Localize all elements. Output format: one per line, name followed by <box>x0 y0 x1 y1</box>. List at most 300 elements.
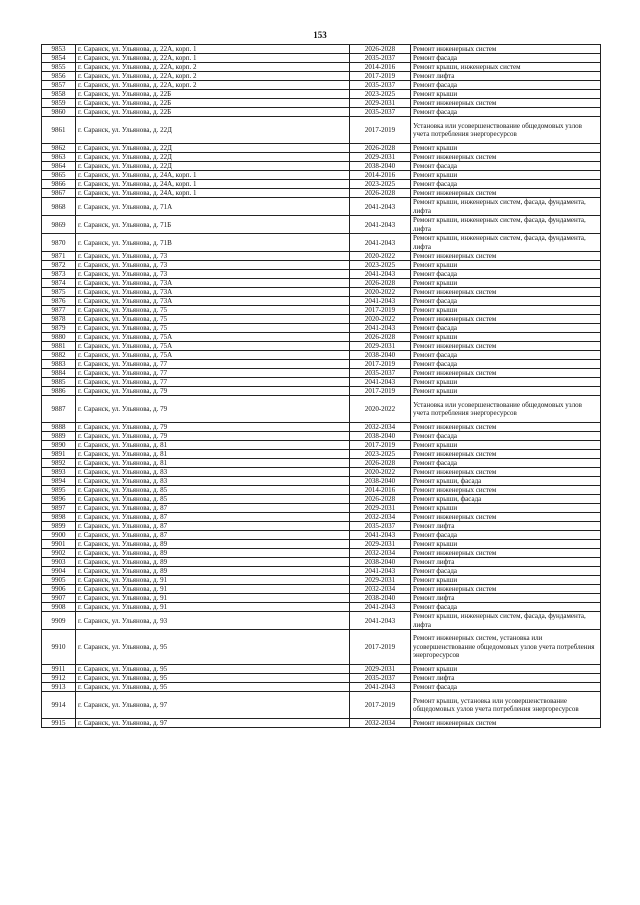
row-number: 9884 <box>42 369 76 378</box>
row-work-type: Ремонт инженерных систем <box>411 513 601 522</box>
row-address: г. Саранск, ул. Ульянова, д. 73 <box>76 270 350 279</box>
row-number: 9904 <box>42 567 76 576</box>
row-address: г. Саранск, ул. Ульянова, д. 24А, корп. 1 <box>76 189 350 198</box>
row-number: 9902 <box>42 549 76 558</box>
row-work-type: Ремонт инженерных систем <box>411 719 601 728</box>
row-address: г. Саранск, ул. Ульянова, д. 73А <box>76 288 350 297</box>
row-period: 2029-2031 <box>350 342 411 351</box>
row-period: 2041-2043 <box>350 603 411 612</box>
table-row <box>42 665 601 674</box>
row-period: 2041-2043 <box>350 234 411 252</box>
row-period: 2029-2031 <box>350 665 411 674</box>
row-address: г. Саранск, ул. Ульянова, д. 22А, корп. 2 <box>76 81 350 90</box>
table-row <box>42 468 601 477</box>
row-work-type: Установка или усовершенствование общедомовых узлов учета потребления энергоресурсов <box>411 396 601 423</box>
row-period: 2023-2025 <box>350 450 411 459</box>
row-work-type: Ремонт фасада <box>411 351 601 360</box>
row-work-type: Ремонт инженерных систем <box>411 423 601 432</box>
row-period: 2035-2037 <box>350 674 411 683</box>
row-number: 9862 <box>42 144 76 153</box>
row-work-type: Ремонт крыши <box>411 90 601 99</box>
table-row <box>42 522 601 531</box>
row-number: 9880 <box>42 333 76 342</box>
row-period: 2038-2040 <box>350 558 411 567</box>
row-work-type: Ремонт инженерных систем <box>411 315 601 324</box>
repair-schedule-table <box>41 44 601 728</box>
row-number: 9865 <box>42 171 76 180</box>
table-row <box>42 153 601 162</box>
row-period: 2041-2043 <box>350 567 411 576</box>
row-work-type: Ремонт крыши <box>411 504 601 513</box>
row-number: 9888 <box>42 423 76 432</box>
table-row <box>42 495 601 504</box>
table-row <box>42 396 601 423</box>
row-work-type: Ремонт инженерных систем <box>411 189 601 198</box>
table-row <box>42 333 601 342</box>
row-number: 9860 <box>42 108 76 117</box>
row-number: 9873 <box>42 270 76 279</box>
row-number: 9879 <box>42 324 76 333</box>
row-period: 2032-2034 <box>350 549 411 558</box>
row-period: 2014-2016 <box>350 486 411 495</box>
row-work-type: Ремонт фасада <box>411 567 601 576</box>
row-period: 2017-2019 <box>350 117 411 144</box>
table-row <box>42 387 601 396</box>
row-period: 2029-2031 <box>350 576 411 585</box>
table-row <box>42 683 601 692</box>
row-number: 9863 <box>42 153 76 162</box>
row-address: г. Саранск, ул. Ульянова, д. 22Д <box>76 117 350 144</box>
row-address: г. Саранск, ул. Ульянова, д. 75 <box>76 306 350 315</box>
row-period: 2023-2025 <box>350 180 411 189</box>
row-period: 2026-2028 <box>350 144 411 153</box>
row-work-type: Ремонт инженерных систем <box>411 369 601 378</box>
table-row <box>42 297 601 306</box>
row-period: 2017-2019 <box>350 692 411 719</box>
row-period: 2029-2031 <box>350 540 411 549</box>
row-address: г. Саранск, ул. Ульянова, д. 89 <box>76 567 350 576</box>
table-row <box>42 216 601 234</box>
row-address: г. Саранск, ул. Ульянова, д. 24А, корп. 1 <box>76 171 350 180</box>
row-number: 9912 <box>42 674 76 683</box>
row-work-type: Ремонт крыши <box>411 378 601 387</box>
row-work-type: Ремонт инженерных систем, установка или усовершенствование общедомовых узлов учета потребления энергоресурсов <box>411 630 601 665</box>
row-period: 2017-2019 <box>350 306 411 315</box>
row-number: 9899 <box>42 522 76 531</box>
row-address: г. Саранск, ул. Ульянова, д. 97 <box>76 692 350 719</box>
row-work-type: Ремонт инженерных систем <box>411 342 601 351</box>
row-period: 2038-2040 <box>350 477 411 486</box>
row-period: 2035-2037 <box>350 108 411 117</box>
row-work-type: Ремонт инженерных систем <box>411 153 601 162</box>
table-row <box>42 423 601 432</box>
row-address: г. Саранск, ул. Ульянова, д. 71А <box>76 198 350 216</box>
row-address: г. Саранск, ул. Ульянова, д. 73А <box>76 279 350 288</box>
table-row <box>42 549 601 558</box>
row-period: 2041-2043 <box>350 378 411 387</box>
table-body <box>42 45 601 728</box>
table-row <box>42 315 601 324</box>
table-row <box>42 279 601 288</box>
row-address: г. Саранск, ул. Ульянова, д. 73А <box>76 297 350 306</box>
row-work-type: Ремонт крыши, инженерных систем <box>411 63 601 72</box>
row-period: 2041-2043 <box>350 216 411 234</box>
table-row <box>42 108 601 117</box>
row-address: г. Саранск, ул. Ульянова, д. 91 <box>76 585 350 594</box>
row-work-type: Ремонт крыши <box>411 279 601 288</box>
row-address: г. Саранск, ул. Ульянова, д. 87 <box>76 522 350 531</box>
row-number: 9885 <box>42 378 76 387</box>
row-period: 2041-2043 <box>350 297 411 306</box>
row-number: 9892 <box>42 459 76 468</box>
table-row <box>42 90 601 99</box>
row-work-type: Ремонт фасада <box>411 603 601 612</box>
row-address: г. Саранск, ул. Ульянова, д. 79 <box>76 432 350 441</box>
row-work-type: Ремонт инженерных систем <box>411 549 601 558</box>
row-number: 9882 <box>42 351 76 360</box>
row-address: г. Саранск, ул. Ульянова, д. 97 <box>76 719 350 728</box>
row-address: г. Саранск, ул. Ульянова, д. 93 <box>76 612 350 630</box>
row-period: 2035-2037 <box>350 522 411 531</box>
table-row <box>42 567 601 576</box>
row-number: 9901 <box>42 540 76 549</box>
row-address: г. Саранск, ул. Ульянова, д. 71Б <box>76 216 350 234</box>
row-number: 9903 <box>42 558 76 567</box>
row-work-type: Ремонт фасада <box>411 459 601 468</box>
row-period: 2026-2028 <box>350 279 411 288</box>
table-row <box>42 432 601 441</box>
row-period: 2038-2040 <box>350 594 411 603</box>
row-address: г. Саранск, ул. Ульянова, д. 89 <box>76 558 350 567</box>
row-number: 9853 <box>42 45 76 54</box>
row-work-type: Ремонт фасада <box>411 531 601 540</box>
row-work-type: Ремонт крыши <box>411 540 601 549</box>
table-row <box>42 144 601 153</box>
row-number: 9891 <box>42 450 76 459</box>
row-period: 2035-2037 <box>350 369 411 378</box>
row-work-type: Ремонт фасада <box>411 360 601 369</box>
row-number: 9897 <box>42 504 76 513</box>
row-work-type: Ремонт крыши, фасада <box>411 477 601 486</box>
row-number: 9883 <box>42 360 76 369</box>
row-address: г. Саранск, ул. Ульянова, д. 24А, корп. 1 <box>76 180 350 189</box>
row-number: 9878 <box>42 315 76 324</box>
row-address: г. Саранск, ул. Ульянова, д. 83 <box>76 468 350 477</box>
row-address: г. Саранск, ул. Ульянова, д. 22А, корп. 1 <box>76 54 350 63</box>
row-work-type: Ремонт крыши <box>411 261 601 270</box>
row-address: г. Саранск, ул. Ульянова, д. 89 <box>76 540 350 549</box>
table-row <box>42 342 601 351</box>
row-number: 9859 <box>42 99 76 108</box>
row-address: г. Саранск, ул. Ульянова, д. 22А, корп. 1 <box>76 45 350 54</box>
table-row <box>42 369 601 378</box>
row-address: г. Саранск, ул. Ульянова, д. 22А, корп. 2 <box>76 63 350 72</box>
table-row <box>42 117 601 144</box>
row-period: 2029-2031 <box>350 99 411 108</box>
table-row <box>42 252 601 261</box>
row-address: г. Саранск, ул. Ульянова, д. 81 <box>76 441 350 450</box>
row-address: г. Саранск, ул. Ульянова, д. 87 <box>76 513 350 522</box>
row-address: г. Саранск, ул. Ульянова, д. 77 <box>76 369 350 378</box>
row-number: 9900 <box>42 531 76 540</box>
table-row <box>42 72 601 81</box>
row-period: 2041-2043 <box>350 324 411 333</box>
row-period: 2029-2031 <box>350 153 411 162</box>
row-number: 9908 <box>42 603 76 612</box>
row-number: 9857 <box>42 81 76 90</box>
row-number: 9869 <box>42 216 76 234</box>
table-row <box>42 486 601 495</box>
row-period: 2032-2034 <box>350 423 411 432</box>
row-number: 9896 <box>42 495 76 504</box>
row-number: 9887 <box>42 396 76 423</box>
row-period: 2020-2022 <box>350 252 411 261</box>
row-address: г. Саранск, ул. Ульянова, д. 79 <box>76 423 350 432</box>
row-address: г. Саранск, ул. Ульянова, д. 75 <box>76 315 350 324</box>
row-work-type: Ремонт лифта <box>411 674 601 683</box>
row-work-type: Ремонт фасада <box>411 81 601 90</box>
row-work-type: Ремонт крыши, инженерных систем, фасада, фундамента, лифта <box>411 234 601 252</box>
row-work-type: Ремонт инженерных систем <box>411 585 601 594</box>
row-period: 2020-2022 <box>350 315 411 324</box>
table-row <box>42 45 601 54</box>
table-row <box>42 594 601 603</box>
row-address: г. Саранск, ул. Ульянова, д. 89 <box>76 549 350 558</box>
row-work-type: Установка или усовершенствование общедомовых узлов учета потребления энергоресурсов <box>411 117 601 144</box>
table-row <box>42 270 601 279</box>
row-work-type: Ремонт крыши, инженерных систем, фасада, фундамента, лифта <box>411 612 601 630</box>
table-row <box>42 558 601 567</box>
row-address: г. Саранск, ул. Ульянова, д. 71В <box>76 234 350 252</box>
row-work-type: Ремонт инженерных систем <box>411 99 601 108</box>
table-row <box>42 719 601 728</box>
row-number: 9881 <box>42 342 76 351</box>
table-row <box>42 63 601 72</box>
row-number: 9907 <box>42 594 76 603</box>
table-row <box>42 692 601 719</box>
row-work-type: Ремонт инженерных систем <box>411 486 601 495</box>
row-number: 9876 <box>42 297 76 306</box>
row-number: 9910 <box>42 630 76 665</box>
table-row <box>42 441 601 450</box>
row-address: г. Саранск, ул. Ульянова, д. 85 <box>76 495 350 504</box>
row-address: г. Саранск, ул. Ульянова, д. 22Б <box>76 90 350 99</box>
table-row <box>42 198 601 216</box>
row-address: г. Саранск, ул. Ульянова, д. 91 <box>76 603 350 612</box>
row-work-type: Ремонт фасада <box>411 297 601 306</box>
row-number: 9868 <box>42 198 76 216</box>
table-row <box>42 162 601 171</box>
row-number: 9911 <box>42 665 76 674</box>
row-number: 9886 <box>42 387 76 396</box>
row-period: 2035-2037 <box>350 81 411 90</box>
row-work-type: Ремонт крыши <box>411 333 601 342</box>
row-work-type: Ремонт лифта <box>411 594 601 603</box>
row-address: г. Саранск, ул. Ульянова, д. 79 <box>76 387 350 396</box>
row-number: 9872 <box>42 261 76 270</box>
table-row <box>42 324 601 333</box>
row-address: г. Саранск, ул. Ульянова, д. 22Д <box>76 153 350 162</box>
row-number: 9866 <box>42 180 76 189</box>
row-period: 2032-2034 <box>350 585 411 594</box>
row-number: 9893 <box>42 468 76 477</box>
table-row <box>42 603 601 612</box>
table-row <box>42 54 601 63</box>
row-period: 2038-2040 <box>350 432 411 441</box>
row-address: г. Саранск, ул. Ульянова, д. 75 <box>76 324 350 333</box>
row-period: 2017-2019 <box>350 387 411 396</box>
row-address: г. Саранск, ул. Ульянова, д. 22А, корп. 2 <box>76 72 350 81</box>
row-number: 9895 <box>42 486 76 495</box>
table-row <box>42 531 601 540</box>
row-work-type: Ремонт фасада <box>411 270 601 279</box>
row-period: 2026-2028 <box>350 495 411 504</box>
row-period: 2020-2022 <box>350 468 411 477</box>
row-work-type: Ремонт инженерных систем <box>411 288 601 297</box>
row-work-type: Ремонт инженерных систем <box>411 450 601 459</box>
page-number: 153 <box>313 30 327 40</box>
table-row <box>42 306 601 315</box>
row-period: 2017-2019 <box>350 72 411 81</box>
table-row <box>42 99 601 108</box>
row-address: г. Саранск, ул. Ульянова, д. 75А <box>76 342 350 351</box>
row-number: 9856 <box>42 72 76 81</box>
row-address: г. Саранск, ул. Ульянова, д. 22Д <box>76 144 350 153</box>
row-work-type: Ремонт крыши <box>411 144 601 153</box>
row-address: г. Саранск, ул. Ульянова, д. 85 <box>76 486 350 495</box>
row-period: 2017-2019 <box>350 360 411 369</box>
table-row <box>42 612 601 630</box>
row-period: 2026-2028 <box>350 45 411 54</box>
row-work-type: Ремонт крыши <box>411 441 601 450</box>
row-period: 2032-2034 <box>350 719 411 728</box>
row-period: 2020-2022 <box>350 396 411 423</box>
row-period: 2041-2043 <box>350 198 411 216</box>
table-row <box>42 513 601 522</box>
row-work-type: Ремонт фасада <box>411 683 601 692</box>
row-period: 2041-2043 <box>350 612 411 630</box>
row-period: 2038-2040 <box>350 162 411 171</box>
table-row <box>42 360 601 369</box>
row-number: 9909 <box>42 612 76 630</box>
row-period: 2035-2037 <box>350 54 411 63</box>
row-number: 9861 <box>42 117 76 144</box>
row-number: 9871 <box>42 252 76 261</box>
table-row <box>42 450 601 459</box>
row-address: г. Саранск, ул. Ульянова, д. 81 <box>76 459 350 468</box>
row-period: 2026-2028 <box>350 189 411 198</box>
row-number: 9867 <box>42 189 76 198</box>
row-work-type: Ремонт лифта <box>411 522 601 531</box>
row-work-type: Ремонт крыши <box>411 306 601 315</box>
row-work-type: Ремонт фасада <box>411 54 601 63</box>
row-address: г. Саранск, ул. Ульянова, д. 22Б <box>76 108 350 117</box>
row-number: 9874 <box>42 279 76 288</box>
row-address: г. Саранск, ул. Ульянова, д. 75А <box>76 333 350 342</box>
row-period: 2041-2043 <box>350 683 411 692</box>
row-address: г. Саранск, ул. Ульянова, д. 73 <box>76 261 350 270</box>
row-number: 9875 <box>42 288 76 297</box>
row-work-type: Ремонт крыши, инженерных систем, фасада, фундамента, лифта <box>411 198 601 216</box>
table-row <box>42 288 601 297</box>
row-address: г. Саранск, ул. Ульянова, д. 91 <box>76 576 350 585</box>
row-address: г. Саранск, ул. Ульянова, д. 87 <box>76 504 350 513</box>
row-work-type: Ремонт фасада <box>411 108 601 117</box>
table-row <box>42 630 601 665</box>
row-period: 2026-2028 <box>350 459 411 468</box>
row-address: г. Саранск, ул. Ульянова, д. 73 <box>76 252 350 261</box>
row-work-type: Ремонт фасада <box>411 180 601 189</box>
row-number: 9889 <box>42 432 76 441</box>
row-work-type: Ремонт крыши <box>411 665 601 674</box>
row-number: 9914 <box>42 692 76 719</box>
row-address: г. Саранск, ул. Ульянова, д. 95 <box>76 665 350 674</box>
row-work-type: Ремонт крыши, инженерных систем, фасада, фундамента, лифта <box>411 216 601 234</box>
row-address: г. Саранск, ул. Ульянова, д. 77 <box>76 378 350 387</box>
row-work-type: Ремонт крыши <box>411 171 601 180</box>
row-number: 9854 <box>42 54 76 63</box>
row-address: г. Саранск, ул. Ульянова, д. 22Д <box>76 162 350 171</box>
row-work-type: Ремонт инженерных систем <box>411 468 601 477</box>
row-period: 2023-2025 <box>350 90 411 99</box>
row-address: г. Саранск, ул. Ульянова, д. 77 <box>76 360 350 369</box>
row-number: 9915 <box>42 719 76 728</box>
table-row <box>42 189 601 198</box>
table-row <box>42 585 601 594</box>
row-work-type: Ремонт инженерных систем <box>411 252 601 261</box>
row-address: г. Саранск, ул. Ульянова, д. 83 <box>76 477 350 486</box>
row-period: 2032-2034 <box>350 513 411 522</box>
row-address: г. Саранск, ул. Ульянова, д. 95 <box>76 674 350 683</box>
table-row <box>42 180 601 189</box>
row-address: г. Саранск, ул. Ульянова, д. 75А <box>76 351 350 360</box>
row-number: 9906 <box>42 585 76 594</box>
row-period: 2017-2019 <box>350 630 411 665</box>
row-number: 9890 <box>42 441 76 450</box>
row-period: 2041-2043 <box>350 270 411 279</box>
row-address: г. Саранск, ул. Ульянова, д. 95 <box>76 630 350 665</box>
table-row <box>42 576 601 585</box>
row-period: 2026-2028 <box>350 333 411 342</box>
table-row <box>42 234 601 252</box>
row-period: 2014-2016 <box>350 63 411 72</box>
row-period: 2017-2019 <box>350 441 411 450</box>
row-number: 9905 <box>42 576 76 585</box>
row-work-type: Ремонт лифта <box>411 558 601 567</box>
table-row <box>42 477 601 486</box>
row-number: 9858 <box>42 90 76 99</box>
row-period: 2020-2022 <box>350 288 411 297</box>
table-row <box>42 261 601 270</box>
row-number: 9894 <box>42 477 76 486</box>
row-period: 2029-2031 <box>350 504 411 513</box>
row-work-type: Ремонт крыши <box>411 387 601 396</box>
row-work-type: Ремонт инженерных систем <box>411 45 601 54</box>
row-number: 9898 <box>42 513 76 522</box>
table-row <box>42 540 601 549</box>
table-row <box>42 81 601 90</box>
row-number: 9864 <box>42 162 76 171</box>
table-row <box>42 504 601 513</box>
table-row <box>42 378 601 387</box>
row-period: 2041-2043 <box>350 531 411 540</box>
table-row <box>42 459 601 468</box>
row-work-type: Ремонт фасада <box>411 324 601 333</box>
row-address: г. Саранск, ул. Ульянова, д. 81 <box>76 450 350 459</box>
row-address: г. Саранск, ул. Ульянова, д. 91 <box>76 594 350 603</box>
row-number: 9877 <box>42 306 76 315</box>
row-period: 2023-2025 <box>350 261 411 270</box>
